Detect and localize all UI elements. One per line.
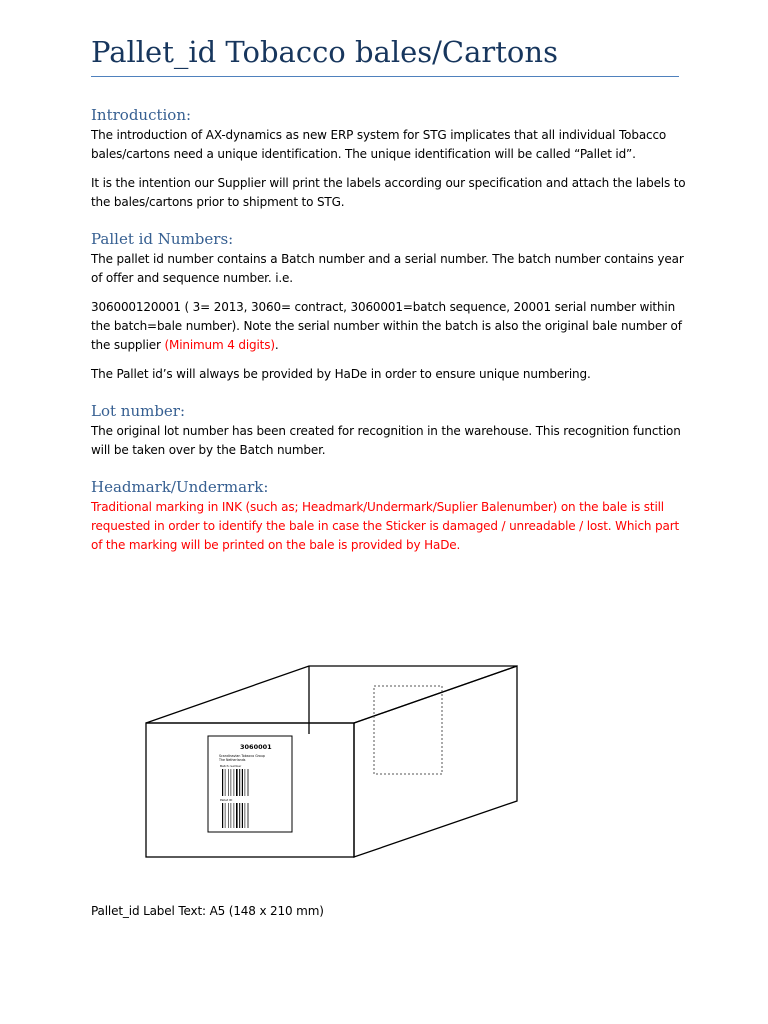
box-right-face [354,666,517,857]
label-batch-no: 3060001 [240,743,272,751]
barcode-bar [222,769,223,796]
intro-paragraph-2: It is the intention our Supplier will print the labels according our specification and attach the labels to the bales/cartons prior to shipment to STG. [91,176,686,209]
lot-paragraph-1: The original lot number has been created for recognition in the warehouse. This recognition function will be taken over by the Batch number. [91,424,681,457]
minimum-digits-note: (Minimum 4 digits) [164,338,275,352]
pallet-paragraph-3: The Pallet id’s will always be provided by HaDe in order to ensure unique numbering. [91,367,591,381]
pallet-paragraph-2-text: 306000120001 ( 3= 2013, 3060= contract, 3060001=batch sequence, 20001 serial number within the batch=bale number). Note the serial number within the batch is also the original bale number of the supplier [91,300,682,352]
barcode-bar [248,769,249,796]
barcode-bar [242,769,243,796]
heading-headmark-undermark: Headmark/Undermark: [91,478,269,496]
barcode-bar [231,803,232,828]
barcode-bar [234,769,235,796]
barcode-bar [228,769,229,796]
barcode-bar [239,769,240,796]
heading-pallet-id-numbers: Pallet id Numbers: [91,230,234,248]
title-rule [91,76,679,77]
document-body [91,104,691,565]
barcode-bar [225,769,226,796]
pallet-label [208,736,292,832]
barcode-bar [248,803,249,828]
barcode-bar [245,769,246,796]
barcode-bar [236,769,238,796]
intro-paragraph-1: The introduction of AX-dynamics as new ERP system for STG implicates that all individual Tobacco bales/cartons need a unique identification. The unique identification will be called “Pallet id”. [91,128,667,161]
label-pallet-caption: Pallet ID [220,798,233,802]
barcode-bar [239,803,240,828]
pallet-paragraph-2 [91,298,691,355]
page-title: Pallet_id Tobacco bales/Cartons [91,35,558,69]
barcode-bar [225,803,226,828]
barcode-bar [236,803,238,828]
heading-introduction: Introduction: [91,106,192,124]
barcode-bar [234,803,235,828]
bale-box-diagram [140,660,530,865]
heading-lot-number: Lot number: [91,402,186,420]
label-caption: Pallet_id Label Text: A5 (148 x 210 mm) [91,904,324,918]
barcode-bar [228,803,229,828]
label-placeholder-outline [374,686,442,774]
barcode-bar [245,803,246,828]
headmark-paragraph-1: Traditional marking in INK (such as; Headmark/Undermark/Suplier Balenumber) on the bale is still requested in order to identify the bale in case the Sticker is damaged / unreadable / lost. Which part of the marking will be printed on the bale is provided by HaDe. [91,500,680,552]
label-company-line-2: The Netherlands [219,758,246,762]
pallet-paragraph-2-end: . [274,338,279,352]
barcode-bar [231,769,232,796]
barcode-bar [242,803,243,828]
box-top-face [146,666,517,723]
pallet-paragraph-1: The pallet id number contains a Batch number and a serial number. The batch number contains year of offer and sequence number. i.e. [91,252,684,285]
barcode-bar [222,803,223,828]
label-company-line-1: Scandinavian Tobacco Group [219,754,265,758]
label-batch-caption: Batch number [220,764,242,768]
